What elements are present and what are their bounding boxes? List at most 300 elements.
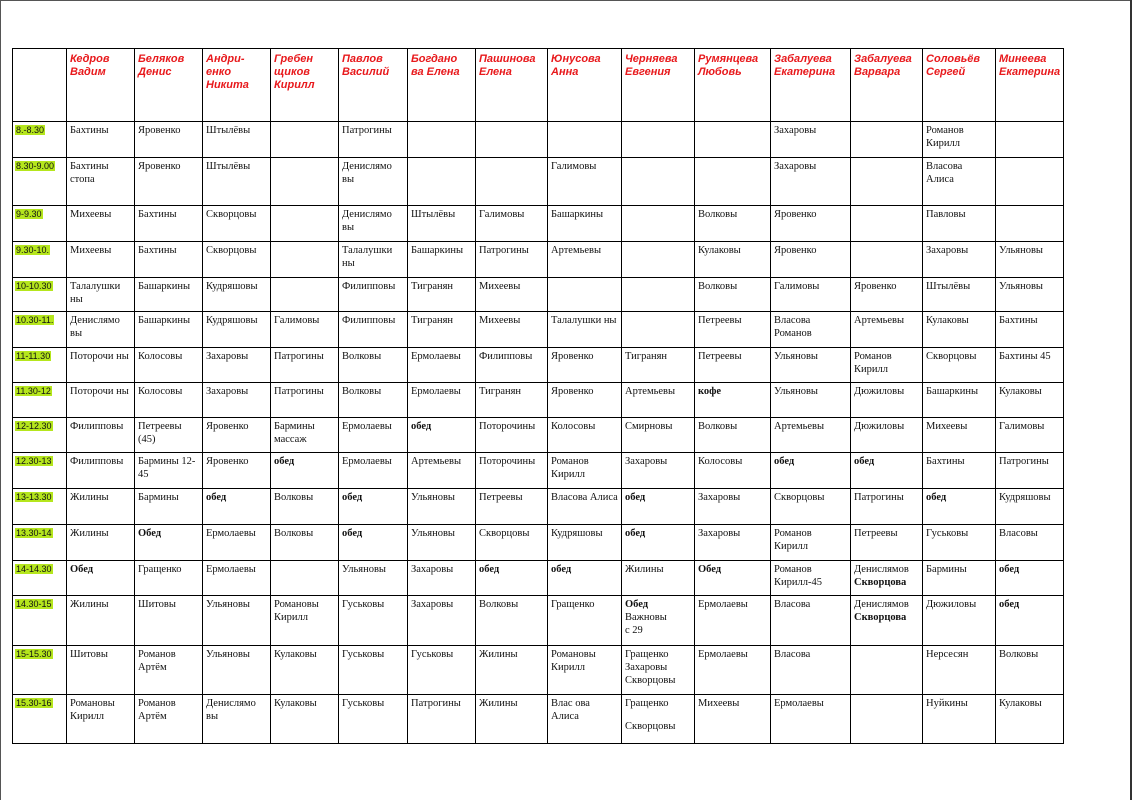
cell-text: Артемьевы <box>854 315 905 326</box>
schedule-cell <box>923 122 996 158</box>
staff-header-cell: Богдано ва Елена <box>408 49 476 122</box>
schedule-cell <box>695 278 771 312</box>
schedule-cell <box>203 561 271 596</box>
cell-text: Романов Кирилл <box>551 456 589 480</box>
schedule-cell <box>135 489 203 525</box>
schedule-cell <box>851 242 923 278</box>
schedule-cell <box>851 453 923 489</box>
schedule-cell <box>339 206 408 242</box>
schedule-cell <box>67 695 135 744</box>
cell-text: Тигранян <box>625 351 668 362</box>
cell-text: Патрогины <box>479 245 529 256</box>
schedule-cell <box>622 278 695 312</box>
time-slot-label: 13.30-14 <box>16 528 52 538</box>
schedule-cell <box>67 418 135 453</box>
cell-text-extra: Скворцовы <box>625 721 676 732</box>
schedule-cell <box>339 418 408 453</box>
staff-header-cell: Румянцева Любовь <box>695 49 771 122</box>
schedule-cell <box>771 695 851 744</box>
schedule-cell <box>339 489 408 525</box>
schedule-cell <box>203 525 271 561</box>
cell-text: Скворцовы <box>479 528 530 539</box>
cell-text: Ермолаевы <box>206 564 256 575</box>
schedule-cell <box>923 278 996 312</box>
schedule-cell <box>203 596 271 646</box>
time-slot-cell <box>13 206 67 242</box>
cell-text: Денислямов <box>854 564 909 575</box>
cell-text: Яровенко <box>774 209 817 220</box>
cell-text: Артемьевы <box>551 245 602 256</box>
schedule-row <box>13 489 1064 525</box>
cell-text: Бармины 12-45 <box>138 456 196 480</box>
cell-text: Кулаковы <box>926 315 969 326</box>
cell-text: Галимовы <box>999 421 1045 432</box>
staff-header-cell: Павлов Василий <box>339 49 408 122</box>
schedule-cell <box>771 158 851 206</box>
cell-text: Нерсесян <box>926 649 969 660</box>
schedule-cell <box>339 646 408 695</box>
schedule-cell <box>996 695 1064 744</box>
time-slot-label: 14.30-15 <box>16 599 52 609</box>
schedule-cell <box>203 122 271 158</box>
schedule-cell <box>771 312 851 348</box>
time-slot-label: 13-13.30 <box>16 492 52 502</box>
schedule-cell <box>996 383 1064 418</box>
schedule-cell <box>271 348 339 383</box>
schedule-cell <box>476 158 548 206</box>
schedule-cell <box>67 525 135 561</box>
schedule-cell <box>408 122 476 158</box>
schedule-cell <box>622 418 695 453</box>
cell-text: Петреевы <box>698 315 742 326</box>
cell-text: Галимовы <box>774 281 820 292</box>
cell-text: Шитовы <box>70 649 108 660</box>
cell-text: Поторочи ны <box>70 386 129 397</box>
cell-text: Денислямо вы <box>70 315 120 339</box>
schedule-cell <box>476 489 548 525</box>
cell-text: Нуйкины <box>926 698 968 709</box>
cell-text: Патрогины <box>854 492 904 503</box>
cell-text: Артемьевы <box>625 386 676 397</box>
cell-text: Ермолаевы <box>206 528 256 539</box>
schedule-cell <box>271 453 339 489</box>
schedule-cell <box>622 206 695 242</box>
cell-text: Штылёвы <box>926 281 971 292</box>
schedule-cell <box>548 242 622 278</box>
cell-text: Бахтины стопа <box>70 161 109 185</box>
schedule-cell <box>996 122 1064 158</box>
cell-text: Филипповы <box>479 351 533 362</box>
schedule-cell <box>203 646 271 695</box>
cell-text: Штылёвы <box>206 125 251 136</box>
cell-text: Патрогины <box>342 125 392 136</box>
cell-text: Яровенко <box>138 161 181 172</box>
cell-text: Романовы Кирилл <box>274 599 319 623</box>
cell-text: Колосовы <box>138 351 183 362</box>
cell-text: Гуськовы <box>926 528 969 539</box>
page-top-border <box>0 0 1132 1</box>
cell-text: Филипповы <box>70 456 124 467</box>
cell-text: Волковы <box>698 209 738 220</box>
cell-text: Петреевы <box>479 492 523 503</box>
schedule-cell <box>695 206 771 242</box>
schedule-cell <box>923 383 996 418</box>
cell-text: Яровенко <box>551 386 594 397</box>
cell-text-extra: с 29 <box>625 625 643 636</box>
time-slot-label: 10.30-11. <box>16 315 54 325</box>
schedule-cell <box>203 206 271 242</box>
cell-text: Филипповы <box>70 421 124 432</box>
cell-text: Бахтины <box>138 209 177 220</box>
cell-text: Обед <box>138 528 162 539</box>
cell-text: Романов Артём <box>138 649 176 673</box>
schedule-cell <box>695 122 771 158</box>
cell-text: Захаровы <box>411 599 454 610</box>
cell-text: Колосовы <box>698 456 743 467</box>
cell-text-extra: Скворцовы <box>625 675 676 686</box>
schedule-cell <box>135 348 203 383</box>
cell-text: Бахтины <box>926 456 965 467</box>
cell-text: Гуськовы <box>342 649 385 660</box>
time-slot-cell <box>13 418 67 453</box>
schedule-cell <box>408 242 476 278</box>
staff-header-cell: Пашинова Елена <box>476 49 548 122</box>
schedule-cell <box>996 158 1064 206</box>
schedule-cell <box>135 596 203 646</box>
cell-text: Башаркины <box>138 315 191 326</box>
staff-header-cell: Забалуева Варвара <box>851 49 923 122</box>
schedule-cell <box>548 383 622 418</box>
schedule-cell <box>548 525 622 561</box>
schedule-cell <box>771 489 851 525</box>
schedule-cell <box>851 312 923 348</box>
cell-text: Скворцовы <box>774 492 825 503</box>
schedule-cell <box>771 596 851 646</box>
cell-text: Власова <box>774 599 811 610</box>
cell-text: Волковы <box>479 599 519 610</box>
cell-text: обед <box>625 528 646 539</box>
schedule-cell <box>771 242 851 278</box>
staff-header-cell: Кедров Вадим <box>67 49 135 122</box>
cell-text: Башаркины <box>138 281 191 292</box>
schedule-cell <box>622 312 695 348</box>
schedule-row <box>13 453 1064 489</box>
cell-text: Бахтины <box>70 125 109 136</box>
schedule-cell <box>771 206 851 242</box>
cell-text: Денислямов <box>854 599 909 610</box>
cell-text: Ульяновы <box>411 528 455 539</box>
schedule-row <box>13 561 1064 596</box>
cell-text: Ермолаевы <box>411 351 461 362</box>
schedule-cell <box>135 695 203 744</box>
schedule-cell <box>203 312 271 348</box>
cell-text: Михеевы <box>698 698 740 709</box>
schedule-cell <box>67 206 135 242</box>
schedule-cell <box>771 348 851 383</box>
schedule-cell <box>923 596 996 646</box>
cell-text: Галимовы <box>551 161 597 172</box>
cell-text: Захаровы <box>774 161 817 172</box>
schedule-cell <box>408 278 476 312</box>
cell-text: Захаровы <box>774 125 817 136</box>
cell-text: Власова Романов <box>774 315 812 339</box>
cell-text: Романов Кирилл <box>774 528 812 552</box>
cell-text: Бахтины <box>999 315 1038 326</box>
schedule-cell <box>996 561 1064 596</box>
staff-header-cell: Забалуева Екатерина <box>771 49 851 122</box>
cell-text: Влас ова Алиса <box>551 698 590 722</box>
cell-text: Ермолаевы <box>342 456 392 467</box>
cell-text: Ульяновы <box>774 351 818 362</box>
cell-text: Обед <box>625 599 649 610</box>
schedule-cell <box>771 525 851 561</box>
cell-text: Филипповы <box>342 315 396 326</box>
time-slot-cell <box>13 242 67 278</box>
schedule-row <box>13 158 1064 206</box>
cell-text: Кулаковы <box>274 698 317 709</box>
schedule-cell <box>408 418 476 453</box>
cell-text: Штылёвы <box>411 209 456 220</box>
schedule-cell <box>695 525 771 561</box>
schedule-cell <box>622 489 695 525</box>
schedule-cell <box>996 312 1064 348</box>
schedule-cell <box>408 312 476 348</box>
schedule-cell <box>695 383 771 418</box>
schedule-cell <box>851 278 923 312</box>
schedule-row <box>13 596 1064 646</box>
schedule-cell <box>271 646 339 695</box>
cell-text: Поторочи ны <box>70 351 129 362</box>
schedule-cell <box>622 525 695 561</box>
cell-text-extra: Скворцова <box>854 612 907 623</box>
cell-text: Яровенко <box>854 281 897 292</box>
cell-text: Ульяновы <box>774 386 818 397</box>
time-slot-cell <box>13 158 67 206</box>
schedule-cell <box>771 122 851 158</box>
cell-text: Яровенко <box>206 456 249 467</box>
time-slot-label: 12-12.30 <box>16 421 52 431</box>
cell-text: Обед <box>70 564 94 575</box>
cell-text: Кудряшовы <box>206 281 258 292</box>
schedule-cell <box>67 596 135 646</box>
cell-text: Ульяновы <box>999 245 1043 256</box>
cell-text: Скворцовы <box>926 351 977 362</box>
cell-text: Кулаковы <box>999 698 1042 709</box>
schedule-row <box>13 646 1064 695</box>
schedule-cell <box>271 242 339 278</box>
schedule-cell <box>271 561 339 596</box>
cell-text: Патрогины <box>274 386 324 397</box>
cell-text: Михеевы <box>70 209 112 220</box>
cell-text: Петреевы <box>854 528 898 539</box>
cell-text: Кудряшовы <box>999 492 1051 503</box>
schedule-cell <box>996 646 1064 695</box>
time-slot-label: 8.-8.30 <box>16 125 45 135</box>
schedule-cell <box>923 312 996 348</box>
cell-text: Жилины <box>479 698 518 709</box>
cell-text: Власовы <box>999 528 1038 539</box>
schedule-cell <box>695 418 771 453</box>
schedule-cell <box>548 206 622 242</box>
cell-text: Захаровы <box>625 456 668 467</box>
schedule-cell <box>695 312 771 348</box>
cell-text: Штылёвы <box>206 161 251 172</box>
schedule-cell <box>996 206 1064 242</box>
cell-text: Гуськовы <box>411 649 454 660</box>
schedule-cell <box>476 122 548 158</box>
schedule-cell <box>851 206 923 242</box>
staff-header-cell: Андри-енко Никита <box>203 49 271 122</box>
cell-text: обед <box>411 421 432 432</box>
cell-text: Башаркины <box>551 209 604 220</box>
time-slot-label: 9-9.30 <box>16 209 42 219</box>
schedule-cell <box>923 525 996 561</box>
time-slot-label: 11-11.30 <box>16 351 51 361</box>
schedule-cell <box>996 525 1064 561</box>
time-slot-label: 8.30-9.00 <box>16 161 55 171</box>
time-slot-label: 11.30-12 <box>16 386 51 396</box>
cell-text: Кулаковы <box>698 245 741 256</box>
schedule-cell <box>476 596 548 646</box>
cell-text: Власова Алиса <box>551 492 618 503</box>
cell-text: Павловы <box>926 209 966 220</box>
schedule-cell <box>203 348 271 383</box>
schedule-cell <box>476 418 548 453</box>
cell-text: Колосовы <box>138 386 183 397</box>
cell-text: Волковы <box>342 351 382 362</box>
cell-text: Патрогины <box>274 351 324 362</box>
schedule-cell <box>408 453 476 489</box>
cell-text: Патрогины <box>999 456 1049 467</box>
time-slot-cell <box>13 646 67 695</box>
schedule-cell <box>135 278 203 312</box>
schedule-cell <box>695 561 771 596</box>
schedule-cell <box>771 278 851 312</box>
cell-text: Тигранян <box>479 386 522 397</box>
schedule-cell <box>622 646 695 695</box>
schedule-cell <box>203 278 271 312</box>
schedule-cell <box>476 695 548 744</box>
schedule-row <box>13 312 1064 348</box>
schedule-cell <box>67 242 135 278</box>
schedule-cell <box>203 418 271 453</box>
cell-text: Жилины <box>70 492 109 503</box>
cell-text: Михеевы <box>926 421 968 432</box>
cell-text: Волковы <box>274 492 314 503</box>
schedule-cell <box>135 312 203 348</box>
schedule-cell <box>203 489 271 525</box>
schedule-cell <box>67 348 135 383</box>
schedule-cell <box>135 646 203 695</box>
cell-text: Захаровы <box>698 528 741 539</box>
schedule-row <box>13 122 1064 158</box>
schedule-cell <box>996 418 1064 453</box>
schedule-cell <box>135 561 203 596</box>
schedule-cell <box>271 206 339 242</box>
schedule-row <box>13 278 1064 312</box>
schedule-cell <box>996 242 1064 278</box>
schedule-cell <box>339 561 408 596</box>
cell-text: Талалушки ны <box>70 281 121 305</box>
schedule-cell <box>548 561 622 596</box>
schedule-cell <box>771 453 851 489</box>
cell-text: Кудряшовы <box>206 315 258 326</box>
cell-text: обед <box>551 564 572 575</box>
schedule-row <box>13 348 1064 383</box>
schedule-cell <box>408 383 476 418</box>
staff-header-cell: Гребен щиков Кирилл <box>271 49 339 122</box>
schedule-cell <box>548 348 622 383</box>
schedule-cell <box>548 122 622 158</box>
schedule-cell <box>135 158 203 206</box>
cell-text: Петреевы (45) <box>138 421 182 445</box>
cell-text: Яровенко <box>774 245 817 256</box>
schedule-cell <box>476 525 548 561</box>
time-slot-label: 14-14.30 <box>16 564 52 574</box>
cell-text: Башаркины <box>411 245 464 256</box>
time-slot-cell <box>13 278 67 312</box>
cell-text: обед <box>774 456 795 467</box>
schedule-row <box>13 418 1064 453</box>
cell-text: Власова <box>774 649 811 660</box>
schedule-cell <box>339 158 408 206</box>
cell-text: Жилины <box>70 599 109 610</box>
schedule-cell <box>476 348 548 383</box>
time-slot-cell <box>13 695 67 744</box>
time-slot-label: 15-15.30 <box>16 649 52 659</box>
cell-text: Дюжиловы <box>854 421 905 432</box>
cell-text: Романов Кирилл <box>854 351 892 375</box>
cell-text: Шитовы <box>138 599 176 610</box>
time-slot-label: 9.30-10. <box>16 245 50 255</box>
staff-header-cell: Соловьёв Сергей <box>923 49 996 122</box>
cell-text: Романов Артём <box>138 698 176 722</box>
cell-text: Башаркины <box>926 386 979 397</box>
schedule-cell <box>695 489 771 525</box>
schedule-cell <box>339 695 408 744</box>
schedule-cell <box>851 122 923 158</box>
schedule-cell <box>622 453 695 489</box>
cell-text: обед <box>479 564 500 575</box>
cell-text-extra: Захаровы <box>625 662 668 673</box>
time-slot-cell <box>13 383 67 418</box>
cell-text: Поторочины <box>479 421 536 432</box>
schedule-cell <box>851 646 923 695</box>
time-slot-cell <box>13 122 67 158</box>
schedule-cell <box>695 596 771 646</box>
schedule-cell <box>923 695 996 744</box>
cell-text: Ермолаевы <box>698 599 748 610</box>
cell-text: Кудряшовы <box>551 528 603 539</box>
schedule-cell <box>67 383 135 418</box>
schedule-cell <box>923 561 996 596</box>
schedule-cell <box>771 561 851 596</box>
schedule-cell <box>923 348 996 383</box>
schedule-cell <box>135 418 203 453</box>
cell-text: Ульяновы <box>411 492 455 503</box>
cell-text: Филипповы <box>342 281 396 292</box>
schedule-cell <box>476 206 548 242</box>
cell-text: кофе <box>698 386 722 397</box>
schedule-cell <box>67 158 135 206</box>
cell-text: Артемьевы <box>774 421 825 432</box>
cell-text: Поторочины <box>479 456 536 467</box>
schedule-cell <box>695 242 771 278</box>
cell-text: Дюжиловы <box>926 599 977 610</box>
schedule-cell <box>476 646 548 695</box>
cell-text: Скворцовы <box>206 245 257 256</box>
schedule-cell <box>203 695 271 744</box>
